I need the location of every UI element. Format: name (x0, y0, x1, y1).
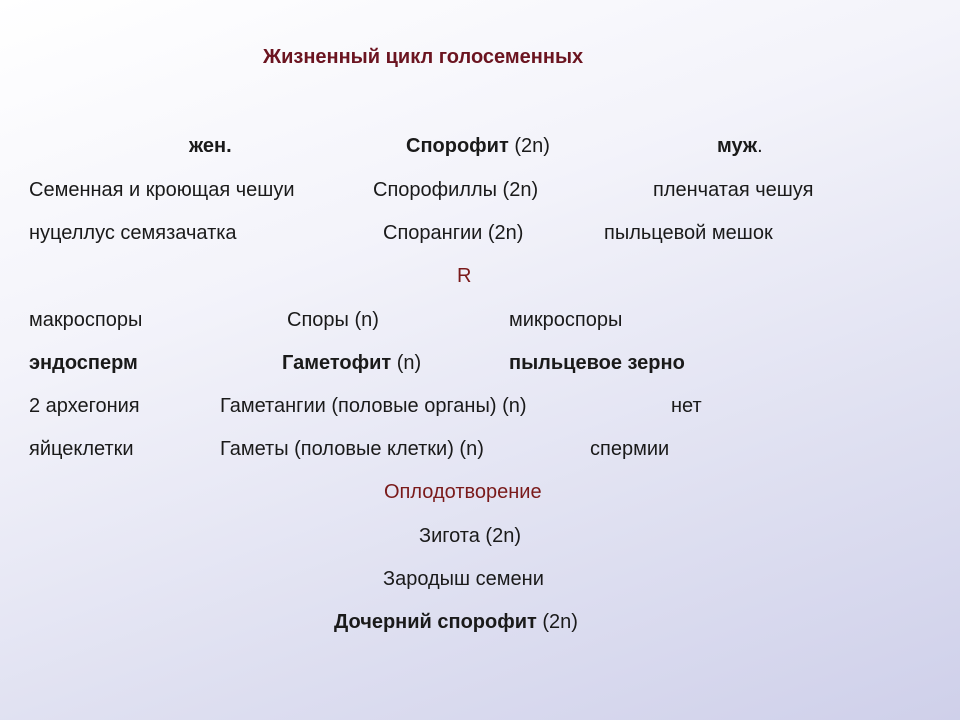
row6-center: Гаметангии (половые органы) (n) (220, 395, 527, 417)
male-dot: . (757, 135, 763, 157)
row7-center: Гаметы (половые клетки) (n) (220, 438, 484, 460)
row1-female: Семенная и кроющая чешуи (29, 179, 295, 201)
row5-male: пыльцевое зерно (509, 352, 685, 374)
row4-female: макроспоры (29, 309, 143, 331)
row5-center (282, 351, 421, 375)
row4-male: микроспоры (509, 309, 623, 331)
embryo-label: Зародыш семени (383, 568, 544, 590)
male-label: муж (717, 135, 758, 157)
row1-male: пленчатая чешуя (653, 179, 814, 201)
row1-center: Спорофиллы (2n) (373, 179, 539, 201)
female-header: жен. (189, 135, 232, 157)
row7-male: спермии (590, 438, 670, 460)
slide-title: Жизненный цикл голосеменных (263, 46, 584, 68)
daughter-sporophyte (334, 610, 578, 634)
row5-female: эндосперм (29, 352, 138, 374)
fertilization-label: Оплодотворение (384, 481, 542, 503)
row7-female: яйцеклетки (29, 438, 134, 460)
row2-female: нуцеллус семязачатка (29, 222, 237, 244)
daughter-sporophyte-label: Дочерний спорофит (334, 611, 537, 633)
sporophyte-ploidy: (2n) (508, 135, 550, 157)
meiosis-marker: R (457, 265, 472, 287)
zygote-label: Зигота (2n) (419, 525, 521, 547)
row2-center: Спорангии (2n) (383, 222, 524, 244)
gametophyte-ploidy: (n) (391, 352, 422, 374)
gametophyte-label: Гаметофит (282, 352, 392, 374)
row6-male: нет (671, 395, 702, 417)
male-header (717, 134, 763, 158)
sporophyte-header (406, 134, 550, 158)
row2-male: пыльцевой мешок (604, 222, 773, 244)
sporophyte-label: Спорофит (406, 135, 509, 157)
row4-center: Споры (n) (287, 309, 379, 331)
daughter-sporophyte-ploidy: (2n) (536, 611, 578, 633)
row6-female: 2 архегония (29, 395, 140, 417)
